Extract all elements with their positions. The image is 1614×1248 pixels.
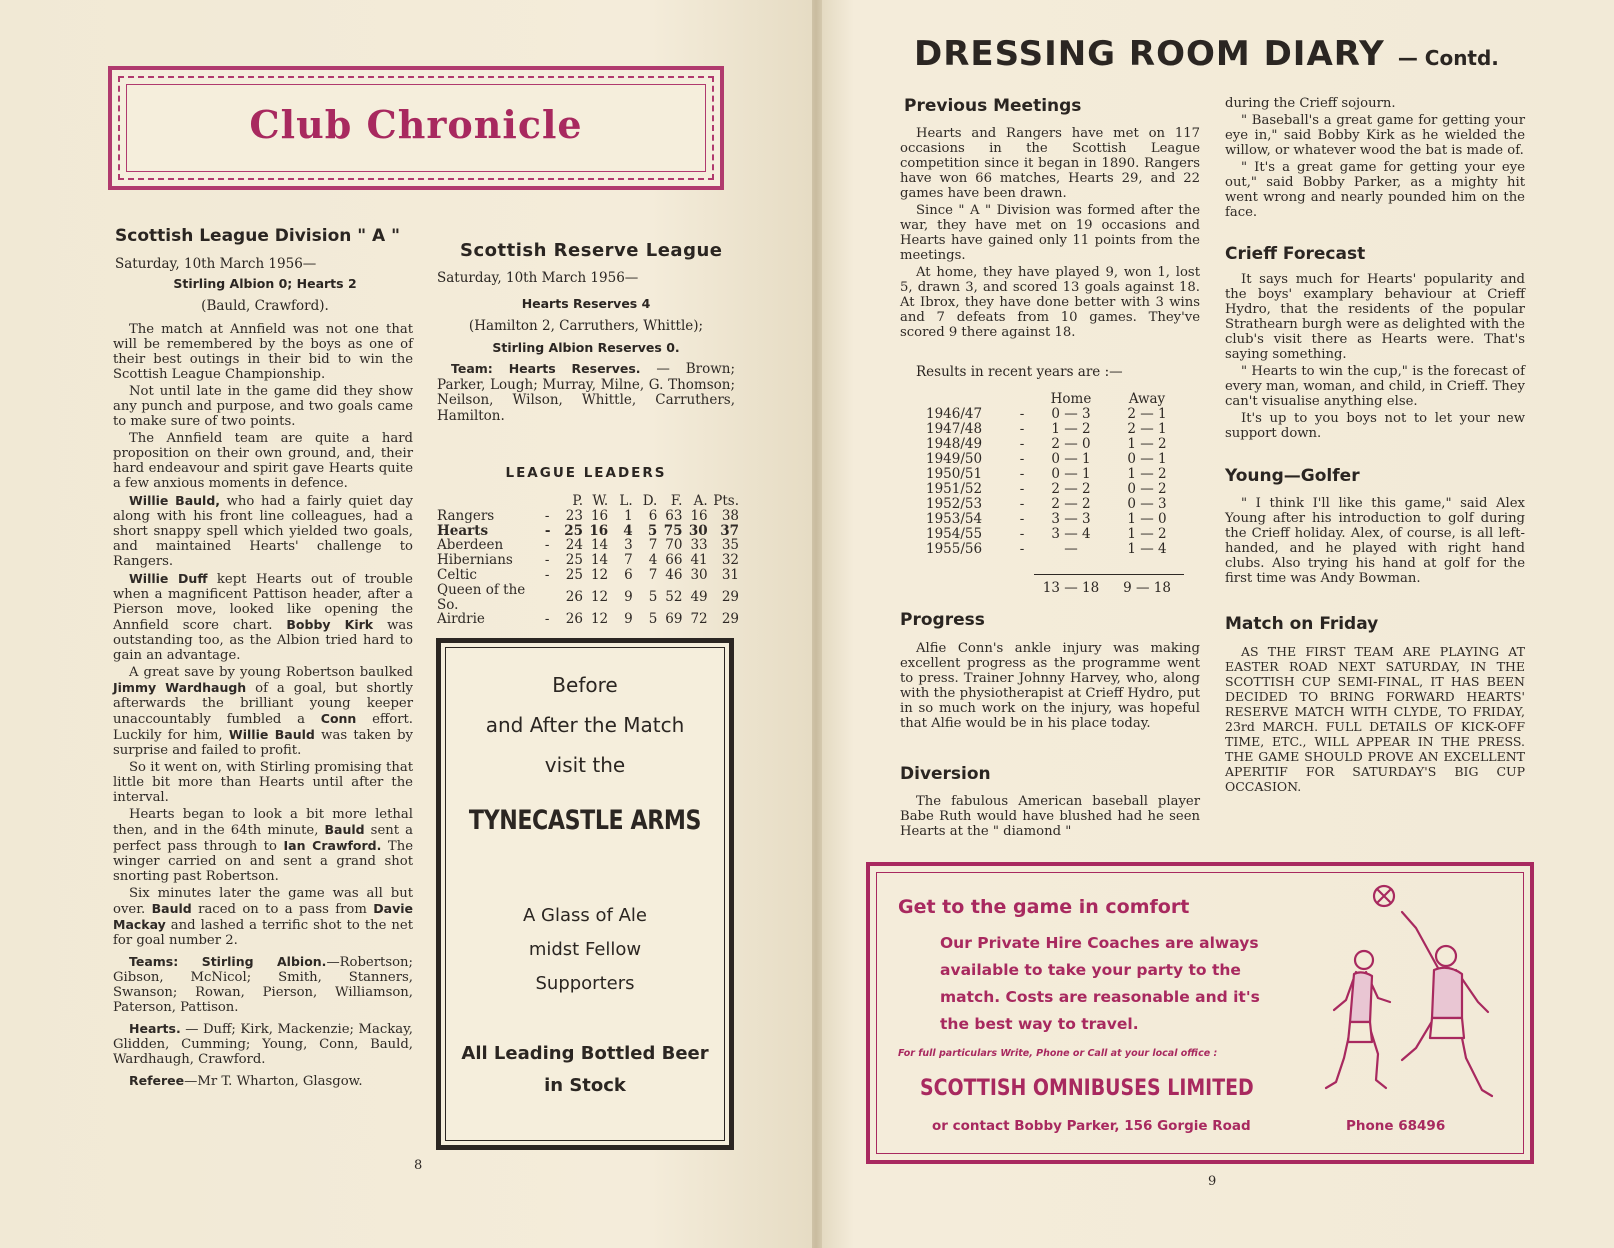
away-score: 0 — 2 <box>1127 481 1167 497</box>
crieff-paragraph: It says much for Hearts' popularity and the boys' examplary behaviour at Crieff Hydro, that the residents of the popular Strathearn burgh were as delighted with the club's visit there as Hearts were. That's saying something. <box>1225 272 1525 362</box>
report-text: raced on to a pass from <box>191 902 374 917</box>
report-paragraph <box>113 665 413 758</box>
stat-cell: 24 <box>565 537 583 554</box>
stat-cell: 9 <box>624 611 633 628</box>
stat-cell: 12 <box>590 611 609 628</box>
column-header: A. <box>693 493 708 509</box>
away-score: 1 — 2 <box>1127 526 1167 542</box>
stat-cell: 52 <box>665 589 683 606</box>
teams-label: Teams: Stirling Albion. <box>129 954 327 969</box>
ad-line: in Stock <box>544 1075 626 1096</box>
league-leaders-table <box>437 494 739 627</box>
league-row <box>437 612 739 627</box>
stat-cell: 5 <box>648 589 658 606</box>
results-row <box>926 437 1186 452</box>
season-cell: 1948/49 <box>926 436 983 452</box>
friday-paragraph: AS THE FIRST TEAM ARE PLAYING AT EASTER ROAD NEXT SATURDAY, IN THE SCOTTISH CUP SEMI-FINAL, IT HAS BEEN DECIDED TO BRING FORWARD HEARTS' RESERVE MATCH WITH CLYDE, TO FRIDAY, 23rd MARCH. FULL DETAILS OF KICK-OFF TIME, ETC., WILL APPEAR IN THE PRESS. THE GAME SHOULD PROVE AN EXCELLENT APERITIF FOR SATURDAY'S BIG CUP OCCASION. <box>1225 644 1525 794</box>
column-header: L. <box>619 493 633 509</box>
league-leaders-heading: LEAGUE LEADERS <box>505 465 667 481</box>
report-paragraph <box>113 807 413 884</box>
reserve-result-hearts: Hearts Reserves 4 <box>521 296 651 311</box>
total-home: 13 — 18 <box>1042 580 1100 596</box>
coach-ad-headline: Get to the game in comfort <box>898 896 1190 918</box>
stat-cell: 25 <box>565 566 583 583</box>
team-name: Celtic <box>437 566 477 583</box>
stat-cell: 6 <box>648 507 658 524</box>
stat-cell: 16 <box>590 507 609 524</box>
tynecastle-arms-name: TYNECASTLE ARMS <box>468 805 702 836</box>
dash: - <box>1019 451 1025 467</box>
hearts-label: Hearts. <box>129 1021 181 1036</box>
stat-cell: 41 <box>690 552 708 569</box>
away-score: 0 — 3 <box>1127 496 1167 512</box>
results-row <box>926 452 1186 467</box>
coach-ad-line: Our Private Hire Coaches are always <box>940 934 1259 952</box>
coach-ad-line: the best way to travel. <box>940 1015 1139 1033</box>
results-body <box>926 407 1186 557</box>
report-text: Hearts began to look a bit more lethal then, and in the 64th minute, <box>113 807 413 838</box>
player-name: Willie Bauld, <box>129 493 221 508</box>
diversion-text <box>900 794 1200 841</box>
dash: - <box>544 611 550 628</box>
report-paragraph: Not until late in the game did they show any punch and purpose, and two goals came to make sure of two points. <box>113 384 413 429</box>
stat-cell: 33 <box>690 537 708 554</box>
home-score: 0 — 1 <box>1051 451 1091 467</box>
home-score: 2 — 2 <box>1051 496 1091 512</box>
stat-cell: 69 <box>665 611 683 628</box>
results-row <box>926 512 1186 527</box>
report-paragraph: The match at Annfield was not one that will be remembered by the boys as one of their best outings in their bid to win the Scottish League Championship. <box>113 322 413 382</box>
league-row <box>437 509 739 524</box>
ad-line: Before <box>552 673 618 697</box>
away-score: 2 — 1 <box>1127 421 1167 437</box>
player-name: Willie Duff <box>129 571 208 586</box>
team-name: Hibernians <box>437 552 513 569</box>
stat-cell: 5 <box>647 522 658 539</box>
column-header: P. <box>572 493 583 509</box>
dash: - <box>1019 436 1025 452</box>
stat-cell: 63 <box>665 507 683 524</box>
results-row <box>926 497 1186 512</box>
coach-ad-small-print: For full particulars Write, Phone or Call at your local office : <box>898 1048 1218 1059</box>
dash: - <box>1019 541 1025 557</box>
scottish-omnibuses-name: SCOTTISH OMNIBUSES LIMITED <box>920 1076 1254 1101</box>
ad-line: All Leading Bottled Beer <box>461 1043 709 1064</box>
division-a-date: Saturday, 10th March 1956— <box>115 256 317 272</box>
right-page <box>822 0 1614 1248</box>
report-text: effort. Luckily for him, <box>113 712 413 743</box>
report-text: sent a perfect pass through to <box>113 823 413 854</box>
prev-paragraph: Since " A " Division was formed after the war, they have met on 19 occasions and Hearts have gained only 11 points from the meetings. <box>900 203 1200 263</box>
stat-cell: 14 <box>590 537 609 554</box>
private-hire-coaches-ad <box>866 862 1534 1164</box>
stat-cell: 5 <box>648 611 658 628</box>
dash: - <box>1019 421 1025 437</box>
report-text: and lashed a terrific shot to the net for goal number 2. <box>113 918 413 948</box>
report-paragraph <box>113 886 413 948</box>
dash: - <box>544 566 550 583</box>
dash: - <box>1019 496 1025 512</box>
season-column-header <box>926 392 1010 407</box>
page-number: 9 <box>1208 1174 1217 1189</box>
reserve-team <box>437 361 735 426</box>
hearts-text: — Duff; Kirk, Mackenzie; Mackay, Glidden, Cumming; Young, Conn, Bauld, Wardhaugh, Crawford. <box>113 1022 413 1067</box>
report-text: of a goal, but shortly afterwards the brilliant young keeper unaccountably fumbled a <box>113 681 413 727</box>
division-a-scorers: (Bauld, Crawford). <box>201 298 329 314</box>
diversion-paragraph: The fabulous American baseball player Babe Ruth would have blushed had he seen Hearts at the " diamond " <box>900 794 1200 839</box>
dash: - <box>1019 511 1025 527</box>
away-score: 1 — 4 <box>1127 541 1167 557</box>
stat-cell: 49 <box>690 589 708 606</box>
stat-cell: 29 <box>721 589 739 606</box>
home-score: 3 — 4 <box>1051 526 1091 542</box>
season-cell: 1954/55 <box>926 526 983 542</box>
stat-cell: 16 <box>589 522 609 539</box>
home-score: 1 — 2 <box>1051 421 1091 437</box>
stat-cell: 4 <box>623 522 633 539</box>
results-row <box>926 482 1186 497</box>
dash: - <box>544 507 550 524</box>
reserve-date: Saturday, 10th March 1956— <box>437 270 639 286</box>
prev-paragraph: At home, they have played 9, won 1, lost 5, drawn 3, and scored 13 goals against 18. At Ibrox, they have done better with 3 wins and 7 defeats from 10 games. They've scored 9 there against 18. <box>900 265 1200 340</box>
home-score: 2 — 2 <box>1051 481 1091 497</box>
dash-column-header <box>1010 392 1034 407</box>
away-score: 0 — 1 <box>1127 451 1167 467</box>
previous-meetings-heading: Previous Meetings <box>904 96 1082 116</box>
previous-meetings-text <box>900 126 1200 342</box>
dash: - <box>544 537 550 554</box>
progress-heading: Progress <box>900 610 985 630</box>
report-text: who had a fairly quiet day along with his front line colleagues, had a short snappy spell which yielded two goals, and maintained Hearts' challenge to Rangers. <box>113 494 413 569</box>
reserve-league-heading: Scottish Reserve League <box>460 240 723 261</box>
team-name: Hearts <box>437 522 489 539</box>
ad-line: Supporters <box>535 973 635 994</box>
column-header: W. <box>592 493 609 509</box>
teams-paragraph <box>113 954 413 1015</box>
reserve-scorers: (Hamilton 2, Carruthers, Whittle); <box>468 318 704 334</box>
season-cell: 1955/56 <box>926 541 983 557</box>
league-row <box>437 553 739 568</box>
player-name: Davie Mackay <box>113 901 413 932</box>
away-score: 1 — 2 <box>1127 466 1167 482</box>
report-text: kept Hearts out of trouble when a magnificent Pattison header, after a Pierson move, looked like opening the Annfield score chart. <box>113 572 413 633</box>
coach-ad-contact: or contact Bobby Parker, 156 Gorgie Road <box>932 1118 1251 1134</box>
progress-text <box>900 641 1200 733</box>
club-chronicle-title: Club Chronicle <box>249 102 583 147</box>
report-text: was outstanding too, as the Albion tried hard to gain an advantage. <box>113 618 413 663</box>
footballers-illustration <box>1306 882 1506 1104</box>
league-row <box>437 583 739 613</box>
crieff-forecast-heading: Crieff Forecast <box>1225 244 1366 264</box>
results-intro: Results in recent years are :— <box>916 364 1123 380</box>
results-row <box>926 407 1186 422</box>
stat-cell: 4 <box>648 552 658 569</box>
stat-cell: 16 <box>690 507 708 524</box>
stat-cell: 30 <box>690 566 708 583</box>
reserve-result-stirling: Stirling Albion Reserves 0. <box>492 340 680 355</box>
home-score: 0 — 1 <box>1051 466 1091 482</box>
dash: - <box>544 552 550 569</box>
stat-cell: 23 <box>565 507 583 524</box>
report-paragraph <box>113 493 413 569</box>
stat-cell: 6 <box>624 566 633 583</box>
season-cell: 1950/51 <box>926 466 983 482</box>
referee-paragraph <box>113 1073 413 1089</box>
crieff-paragraph: It's up to you boys not to let your new support down. <box>1225 411 1525 441</box>
stat-cell: 70 <box>665 537 683 554</box>
coach-ad-line: match. Costs are reasonable and it's <box>940 988 1260 1006</box>
home-score: 0 — 3 <box>1051 406 1091 422</box>
team-name: Aberdeen <box>437 537 504 554</box>
stat-cell: 26 <box>565 589 583 606</box>
match-report <box>113 322 413 1091</box>
ad-line: visit the <box>544 753 626 777</box>
total-away: 9 — 18 <box>1123 580 1171 596</box>
away-score: 1 — 2 <box>1127 436 1167 452</box>
referee-label: Referee <box>129 1073 185 1088</box>
team-column-header <box>437 494 545 509</box>
tynecastle-arms-ad <box>436 638 734 1150</box>
prev-paragraph: Hearts and Rangers have met on 117 occasions in the Scottish League competition since it began in 1890. Rangers have won 66 matches, Hearts 29, and 22 games have been drawn. <box>900 126 1200 201</box>
ad-line: A Glass of Ale <box>523 905 647 926</box>
stat-cell: 12 <box>590 566 609 583</box>
baseball-paragraph: during the Crieff sojourn. <box>1225 96 1396 111</box>
diversion-heading: Diversion <box>900 764 991 784</box>
player-name: Bobby Kirk <box>286 617 374 632</box>
dash: - <box>1019 466 1025 482</box>
report-text: was taken by surprise and failed to profit. <box>113 728 413 758</box>
coach-ad-phone: Phone 68496 <box>1346 1118 1446 1134</box>
baseball-paragraph: " Baseball's a great game for getting your eye in," said Bobby Kirk as he wielded the willow, or whatever wood the bat is made of. <box>1225 113 1525 158</box>
stat-cell: 30 <box>688 522 708 539</box>
baseball-paragraph: " It's a great game for getting your eye out," said Bobby Parker, as a mighty hit went wrong and nearly pounded him on the face. <box>1225 160 1525 220</box>
stat-cell: 25 <box>565 552 583 569</box>
stat-cell: 75 <box>663 522 683 539</box>
league-row <box>437 568 739 583</box>
season-cell: 1952/53 <box>926 496 983 512</box>
away-score: 2 — 1 <box>1127 406 1167 422</box>
home-score: — <box>1064 541 1078 557</box>
player-name: Bauld <box>324 822 365 837</box>
league-row <box>437 524 739 539</box>
reserve-team-label: Team: Hearts Reserves. <box>451 361 641 376</box>
stat-cell: 25 <box>564 522 583 539</box>
ad-line: midst Fellow <box>528 939 642 960</box>
report-text: The winger carried on and sent a grand shot snorting past Robertson. <box>113 839 413 884</box>
young-golfer-paragraph: " I think I'll like this game," said Alex Young after his introduction to golf during the Crieff holiday. Alex, of course, is all left-handed, and he played with right hand clubs. Also trying his hand at golf for the first time was Andy Bowman. <box>1225 496 1525 586</box>
season-cell: 1951/52 <box>926 481 983 497</box>
season-cell: 1946/47 <box>926 406 983 422</box>
diary-title-suffix: — Contd. <box>1397 46 1499 70</box>
stat-cell: 38 <box>721 507 739 524</box>
coach-ad-line: available to take your party to the <box>940 961 1241 979</box>
player-name: Willie Bauld <box>228 727 315 742</box>
results-row <box>926 422 1186 437</box>
dash-column-header <box>545 494 558 509</box>
season-cell: 1947/48 <box>926 421 983 437</box>
totals-rule <box>1034 574 1184 575</box>
stat-cell: 29 <box>721 611 739 628</box>
stat-cell: 72 <box>690 611 708 628</box>
team-name: Airdrie <box>437 611 485 628</box>
column-header: F. <box>670 493 683 509</box>
match-on-friday-heading: Match on Friday <box>1225 614 1379 634</box>
stat-cell: 26 <box>565 611 583 628</box>
stat-cell: 7 <box>624 552 633 569</box>
report-paragraph: So it went on, with Stirling promising that little bit more than Hearts until after the interval. <box>113 760 413 805</box>
crieff-forecast-text <box>1225 272 1525 443</box>
stat-cell: 37 <box>720 522 739 539</box>
stat-cell: 9 <box>624 589 633 606</box>
division-a-heading: Scottish League Division " A " <box>115 226 400 246</box>
reserve-team-text: — Brown; Parker, Lough; Murray, Milne, G. Thomson; Neilson, Wilson, Whittle, Carruthers, Hamilton. <box>437 361 735 424</box>
player-name: Ian Crawford. <box>283 838 382 853</box>
report-paragraph <box>113 571 413 663</box>
home-score: 2 — 0 <box>1051 436 1091 452</box>
stat-cell: 14 <box>590 552 609 569</box>
dash <box>545 583 558 613</box>
results-row <box>926 542 1186 557</box>
page-number: 8 <box>414 1158 423 1173</box>
dash: - <box>1019 406 1025 422</box>
teams-text: —Robertson; Gibson, McNicol; Smith, Stanners, Swanson; Rowan, Pierson, Williamson, Paterson, Pattison. <box>113 955 413 1015</box>
young-golfer-heading: Young—Golfer <box>1225 466 1360 486</box>
report-paragraph: The Annfield team are quite a hard proposition on their own ground, and, their hard endeavour and spirit gave Hearts quite a few anxious moments in defence. <box>113 431 413 491</box>
progress-paragraph: Alfie Conn's ankle injury was making excellent progress as the programme went to press. Trainer Johnny Harvey, who, along with the physiotherapist at Crieff Hydro, put in so much work on the injury, was hopeful that Alfie would be in his place today. <box>900 641 1200 731</box>
dash: - <box>1019 481 1025 497</box>
report-text: A great save by young Robertson baulked <box>129 665 413 680</box>
club-chronicle-banner <box>108 66 724 190</box>
results-row <box>926 467 1186 482</box>
stat-cell: 35 <box>721 537 739 554</box>
diary-title: DRESSING ROOM DIARY <box>914 34 1385 74</box>
diary-title-block <box>914 34 1499 74</box>
stat-cell: 7 <box>648 566 658 583</box>
team-name: Rangers <box>437 507 495 524</box>
player-name: Conn <box>320 711 357 726</box>
dash: - <box>1019 526 1025 542</box>
stat-cell: 46 <box>665 566 683 583</box>
dash: - <box>544 522 551 539</box>
season-cell: 1953/54 <box>926 511 983 527</box>
stat-cell: 66 <box>665 552 683 569</box>
match-on-friday-text <box>1225 644 1525 796</box>
referee-text: —Mr T. Wharton, Glasgow. <box>184 1074 363 1089</box>
crieff-paragraph: " Hearts to win the cup," is the forecast of every man, woman, and child, in Crieff. They can't visualise anything else. <box>1225 364 1525 409</box>
baseball-text <box>1225 96 1525 222</box>
home-column-header: Home <box>1050 391 1092 407</box>
report-text: Six minutes later the game was all but over. <box>113 886 413 917</box>
stat-cell: 31 <box>721 566 739 583</box>
player-name: Bauld <box>151 901 192 916</box>
stat-cell: 7 <box>648 537 658 554</box>
league-header-row <box>437 494 739 509</box>
hearts-team-paragraph <box>113 1021 413 1067</box>
young-golfer-text <box>1225 496 1525 588</box>
league-body <box>437 509 739 627</box>
stat-cell: 3 <box>624 537 633 554</box>
results-header-row <box>926 392 1186 407</box>
results-row <box>926 527 1186 542</box>
division-a-result: Stirling Albion 0; Hearts 2 <box>173 276 357 291</box>
away-column-header: Away <box>1128 391 1166 407</box>
team-name: Queen of the So. <box>437 581 526 613</box>
league-row <box>437 538 739 553</box>
stat-cell: 12 <box>590 589 609 606</box>
away-score: 1 — 0 <box>1127 511 1167 527</box>
player-name: Jimmy Wardhaugh <box>113 680 247 695</box>
stat-cell: 32 <box>721 552 739 569</box>
results-table <box>926 392 1186 557</box>
column-header: D. <box>642 493 658 509</box>
home-score: 3 — 3 <box>1051 511 1091 527</box>
season-cell: 1949/50 <box>926 451 983 467</box>
stat-cell: 1 <box>624 507 633 524</box>
column-header: Pts. <box>713 493 739 509</box>
ad-line: and After the Match <box>485 713 685 737</box>
